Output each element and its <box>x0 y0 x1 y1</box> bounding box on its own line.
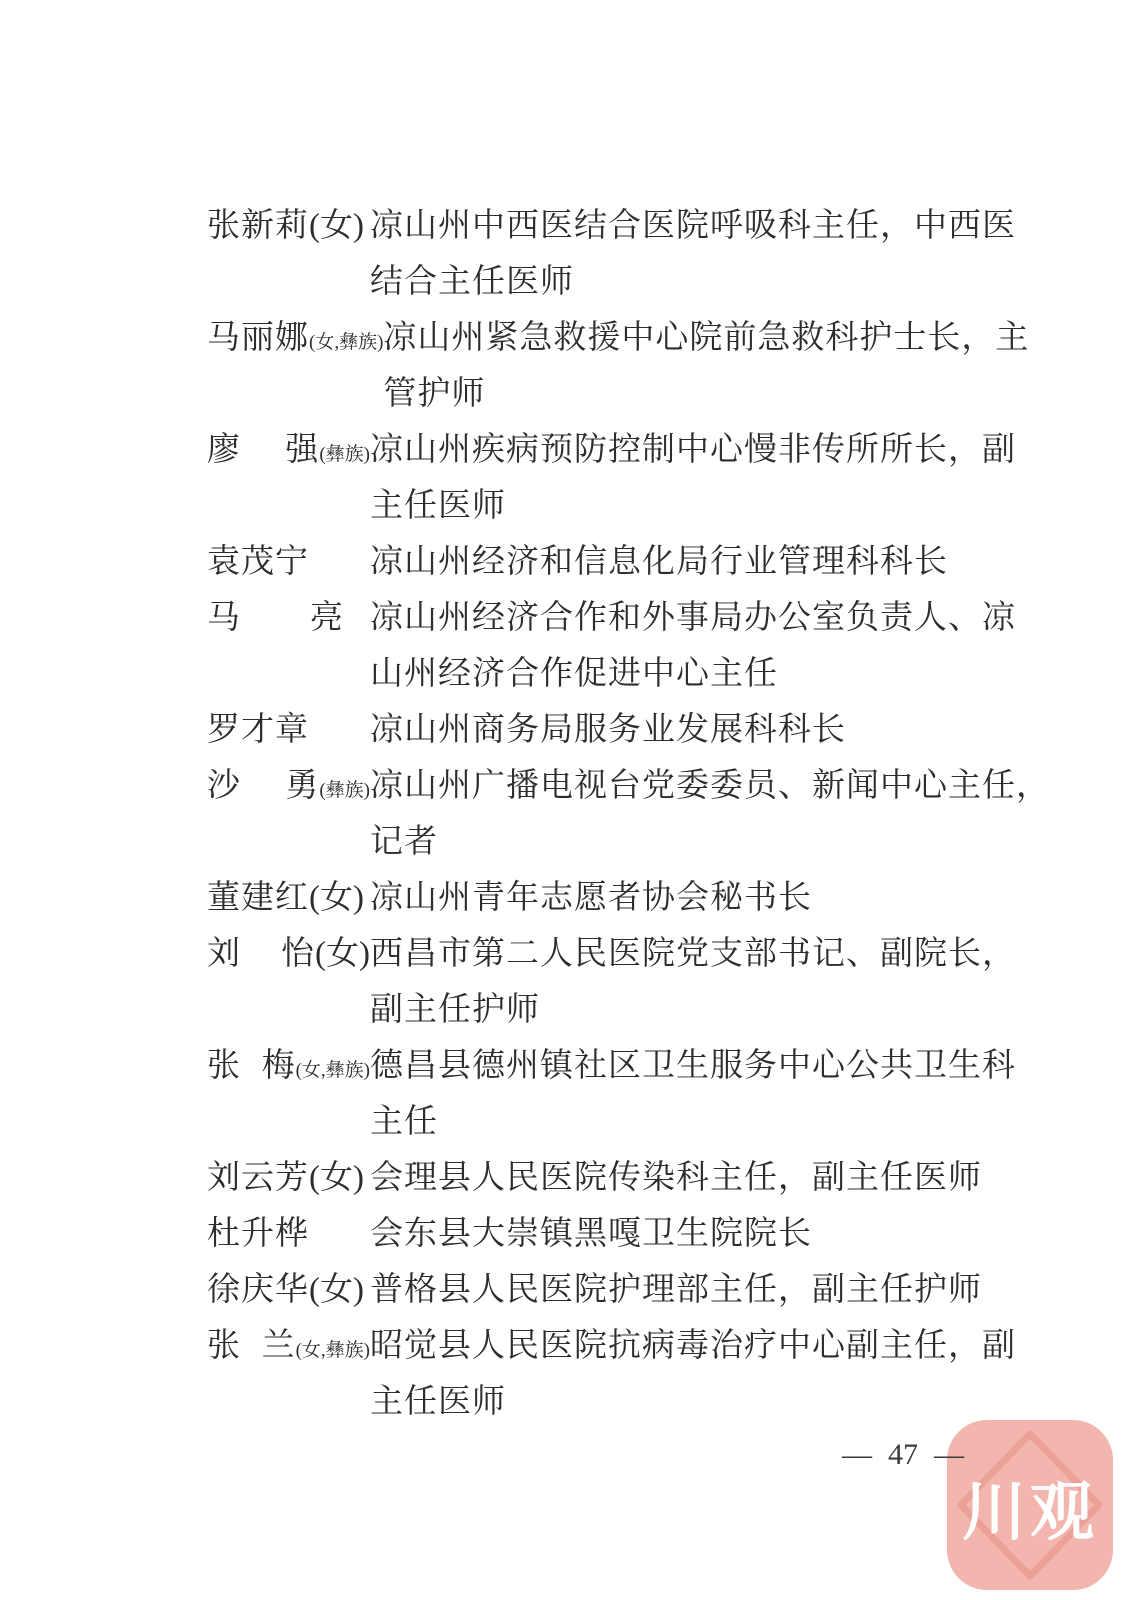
title-line: 管护师 <box>383 376 486 412</box>
name-text: 马丽娜(女,彝族) <box>207 320 384 356</box>
person-name <box>207 758 370 819</box>
person-title <box>370 926 1022 1038</box>
title-line: 山州经济合作促进中心主任 <box>370 656 778 692</box>
title-line: 会东县大崇镇黑嘎卫生院院长 <box>370 1216 812 1252</box>
title-line: 普格县人民医院护理部主任，副主任护师 <box>370 1272 982 1308</box>
name-text: 罗才章 <box>207 712 309 748</box>
person-name <box>207 702 370 758</box>
name-text: 兰(女,彝族) <box>261 1328 370 1364</box>
title-line: 凉山州经济合作和外事局办公室负责人、凉 <box>370 600 1016 636</box>
name-text: 怡(女) <box>281 936 370 972</box>
name-text: 张 <box>207 1328 241 1364</box>
person-name <box>207 1206 370 1262</box>
name-text: 刘 <box>207 936 241 972</box>
person-title <box>370 1262 1022 1318</box>
person-title <box>370 702 1022 758</box>
person-title <box>370 534 1022 590</box>
title-line: 会理县人民医院传染科主任，副主任医师 <box>370 1160 982 1196</box>
person-title <box>370 198 1022 310</box>
person-name <box>207 870 370 926</box>
name-text: 沙 <box>207 768 241 804</box>
title-line: 昭觉县人民医院抗病毒治疗中心副主任，副 <box>370 1328 1016 1364</box>
name-text: 袁茂宁 <box>207 544 309 580</box>
name-text: 勇(彝族) <box>285 768 370 804</box>
person-title <box>370 590 1022 702</box>
person-name <box>207 1318 370 1379</box>
person-title <box>370 870 1022 926</box>
list-item <box>207 1262 1022 1318</box>
name-text: 强(彝族) <box>285 432 370 468</box>
title-line: 凉山州疾病预防控制中心慢非传所所长，副 <box>370 432 1016 468</box>
name-annotation: (女) <box>315 936 370 972</box>
list-item <box>207 1150 1022 1206</box>
list-item <box>207 1206 1022 1262</box>
name-annotation: (彝族) <box>319 444 370 465</box>
watermark-text: 川观 <box>962 1477 1098 1548</box>
name-text: 马 <box>207 600 241 636</box>
list-item <box>207 702 1022 758</box>
name-annotation: (女,彝族) <box>309 332 384 353</box>
name-annotation: (女) <box>309 208 364 244</box>
person-name <box>207 590 370 646</box>
title-line: 凉山州商务局服务业发展科科长 <box>370 712 846 748</box>
title-line: 凉山州中西医结合医院呼吸科主任，中西医 <box>370 208 1016 244</box>
name-text: 廖 <box>207 432 241 468</box>
name-text: 亮 <box>310 600 344 636</box>
person-name <box>207 534 370 590</box>
person-name <box>207 422 370 483</box>
person-title <box>370 1318 1022 1430</box>
chuanguan-watermark-logo <box>947 1420 1113 1590</box>
name-text: 徐庆华(女) <box>207 1272 364 1308</box>
name-text: 张新莉(女) <box>207 208 364 244</box>
name-annotation: (女) <box>309 880 364 916</box>
name-text: 梅(女,彝族) <box>261 1048 370 1084</box>
list-item <box>207 310 1030 422</box>
list-item <box>207 534 1022 590</box>
person-name <box>207 198 370 254</box>
name-text: 刘云芳(女) <box>207 1160 364 1196</box>
list-item <box>207 422 1022 534</box>
person-title <box>383 310 1029 422</box>
title-line: 主任 <box>370 1104 438 1140</box>
page-number <box>842 1438 964 1472</box>
list-item <box>207 198 1022 310</box>
title-line: 副主任护师 <box>370 992 540 1028</box>
person-name <box>207 310 383 371</box>
title-line: 凉山州广播电视台党委委员、新闻中心主任， <box>370 768 1050 804</box>
name-annotation: (女,彝族) <box>295 1340 370 1361</box>
person-title <box>370 422 1022 534</box>
title-line: 凉山州经济和信息化局行业管理科科长 <box>370 544 948 580</box>
person-name <box>207 1262 370 1318</box>
name-text: 董建红(女) <box>207 880 364 916</box>
list-item <box>207 926 1022 1038</box>
list-item <box>207 1038 1022 1150</box>
page-number-value: 47 <box>888 1438 918 1471</box>
list-item <box>207 590 1022 702</box>
title-line: 凉山州紧急救援中心院前急救科护士长，主 <box>383 320 1030 356</box>
title-line: 凉山州青年志愿者协会秘书长 <box>370 880 812 916</box>
name-annotation: (女) <box>309 1272 364 1308</box>
person-name <box>207 926 370 982</box>
name-annotation: (彝族) <box>319 780 370 801</box>
person-title <box>370 1206 1022 1262</box>
name-text: 杜升桦 <box>207 1216 309 1252</box>
person-title <box>370 1038 1022 1150</box>
title-line: 德昌县德州镇社区卫生服务中心公共卫生科 <box>370 1048 1016 1084</box>
person-title <box>370 1150 1022 1206</box>
person-name <box>207 1150 370 1206</box>
page-number-dash-right: — <box>934 1438 964 1471</box>
list-item <box>207 870 1022 926</box>
title-line: 结合主任医师 <box>370 264 574 300</box>
person-title <box>370 758 1050 870</box>
title-line: 主任医师 <box>370 488 506 524</box>
title-line: 记者 <box>370 824 438 860</box>
list-item <box>207 1318 1022 1430</box>
title-line: 西昌市第二人民医院党支部书记、副院长， <box>370 936 1016 972</box>
name-annotation: (女,彝族) <box>295 1060 370 1081</box>
name-annotation: (女) <box>309 1160 364 1196</box>
list-item <box>207 758 1050 870</box>
name-text: 张 <box>207 1048 241 1084</box>
title-line: 主任医师 <box>370 1384 506 1420</box>
honor-roll-list <box>207 198 1050 1430</box>
page-number-dash-left: — <box>842 1438 872 1471</box>
person-name <box>207 1038 370 1099</box>
